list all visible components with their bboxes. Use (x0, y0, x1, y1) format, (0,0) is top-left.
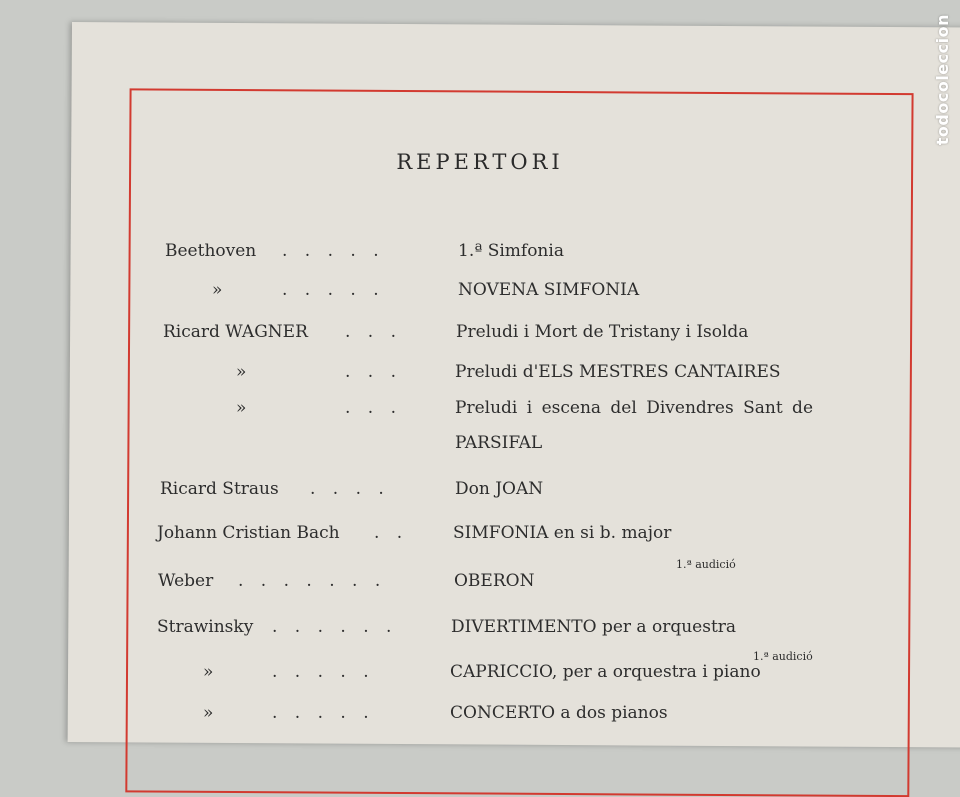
watermark-logo: todocoleccion (933, 14, 952, 146)
ditto-mark: » (236, 398, 247, 418)
leader-dots: . . . . . (282, 241, 385, 261)
page-title: REPERTORI (396, 150, 564, 174)
leader-dots: . . . . (310, 479, 390, 499)
work-title: DIVERTIMENTO per a orquestra (451, 617, 737, 637)
ditto-mark: » (203, 662, 214, 682)
composer-name: Weber (158, 571, 214, 591)
work-title: CAPRICCIO, per a orquestra i piano (450, 662, 761, 682)
work-title-continued: PARSIFAL (455, 433, 543, 453)
leader-dots: . . . . . (272, 662, 375, 682)
leader-dots: . . . . . (272, 703, 375, 723)
work-title: CONCERTO a dos pianos (450, 703, 668, 723)
list-item (0, 398, 960, 422)
leader-dots: . . . (345, 398, 403, 418)
composer-name: Johann Cristian Bach (157, 523, 340, 543)
list-item (0, 479, 960, 503)
leader-dots: . . . . . . . (238, 571, 387, 591)
ditto-mark: » (203, 703, 214, 723)
ditto-mark: » (212, 280, 223, 300)
work-title: SIMFONIA en si b. major (453, 523, 672, 543)
list-item (0, 617, 960, 641)
work-title: OBERON (454, 571, 535, 591)
list-item (0, 241, 960, 265)
list-item (0, 280, 960, 304)
list-item (0, 362, 960, 386)
work-title: Don JOAN (455, 479, 544, 499)
list-item (0, 662, 960, 686)
composer-name: Beethoven (165, 241, 257, 261)
list-item (0, 571, 960, 595)
list-item (0, 523, 960, 547)
leader-dots: . . (374, 523, 409, 543)
work-title: Preludi i escena del Divendres Sant de (455, 398, 813, 418)
list-item (0, 703, 960, 727)
composer-name: Strawinsky (157, 617, 254, 637)
composer-name: Ricard Straus (160, 479, 279, 499)
first-performance-note: 1.ª audició (676, 558, 736, 571)
leader-dots: . . . . . . (272, 617, 398, 637)
ditto-mark: » (236, 362, 247, 382)
leader-dots: . . . (345, 322, 403, 342)
work-title: 1.ª Simfonia (458, 241, 564, 261)
list-item (0, 433, 960, 457)
leader-dots: . . . (345, 362, 403, 382)
list-item (0, 322, 960, 346)
leader-dots: . . . . . (282, 280, 385, 300)
work-title: Preludi d'ELS MESTRES CANTAIRES (455, 362, 781, 382)
first-performance-note: 1.ª audició (753, 650, 813, 663)
composer-name: Ricard WAGNER (163, 322, 308, 342)
work-title: Preludi i Mort de Tristany i Isolda (456, 322, 749, 342)
work-title: NOVENA SIMFONIA (458, 280, 640, 300)
